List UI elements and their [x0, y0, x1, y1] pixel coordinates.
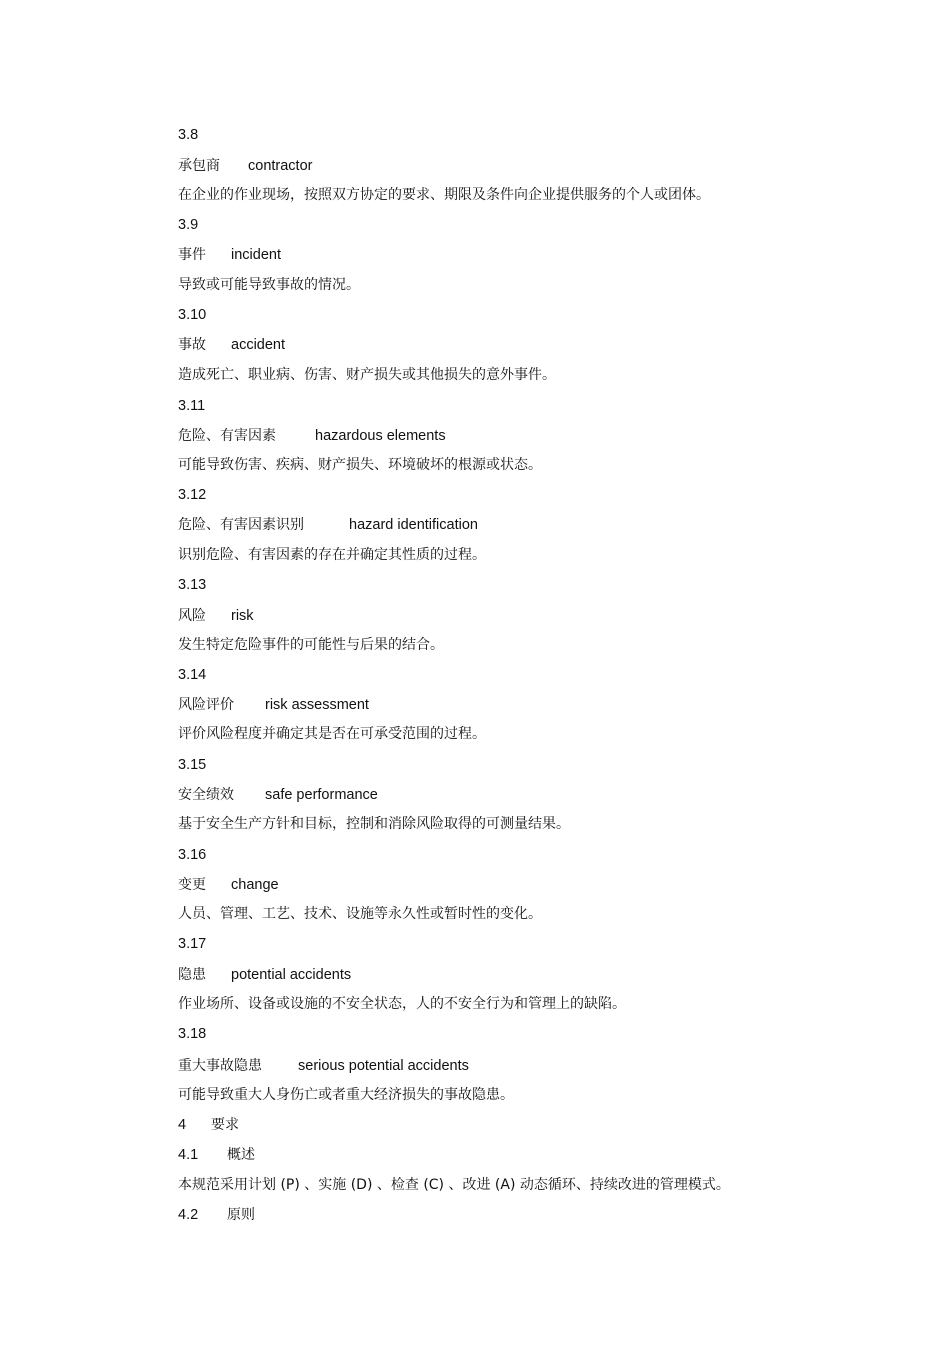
section-title: 要求 [211, 1117, 239, 1133]
term-english: hazard identification [349, 517, 478, 533]
term-chinese: 隐患 [178, 967, 206, 983]
term-english: serious potential accidents [298, 1058, 469, 1074]
term-definition: 可能导致重大人身伤亡或者重大经济损失的事故隐患。 [178, 1087, 514, 1103]
term-definition: 人员、管理、工艺、技术、设施等永久性或暂时性的变化。 [178, 906, 542, 922]
term-chinese: 事故 [178, 337, 206, 353]
term-definition: 识别危险、有害因素的存在并确定其性质的过程。 [178, 547, 486, 563]
clause-number: 3.13 [178, 577, 207, 593]
term-definition: 可能导致伤害、疾病、财产损失、环境破坏的根源或状态。 [178, 457, 542, 473]
term-english: safe performance [265, 787, 378, 803]
term-english: risk assessment [265, 697, 369, 713]
term-chinese: 承包商 [178, 158, 220, 174]
term-heading [178, 427, 446, 445]
term-definition: 基于安全生产方针和目标，控制和消除风险取得的可测量结果。 [178, 816, 570, 832]
term-definition: 造成死亡、职业病、伤害、财产损失或其他损失的意外事件。 [178, 367, 556, 383]
clause-number: 3.18 [178, 1026, 207, 1042]
term-chinese: 危险、有害因素 [178, 428, 276, 444]
subsection-number: 4.2 [178, 1207, 199, 1223]
term-heading [178, 607, 254, 625]
term-english: hazardous elements [315, 428, 446, 444]
subsection-heading [178, 1206, 255, 1224]
term-heading [178, 876, 279, 894]
term-english: risk [231, 608, 254, 624]
term-definition: 导致或可能导致事故的情况。 [178, 277, 360, 293]
term-heading [178, 696, 369, 714]
subsection-heading [178, 1146, 255, 1164]
term-chinese: 事件 [178, 247, 206, 263]
term-chinese: 风险 [178, 608, 206, 624]
clause-number: 3.17 [178, 936, 207, 952]
term-heading [178, 246, 281, 264]
term-heading [178, 516, 478, 534]
term-definition: 作业场所、设备或设施的不安全状态，人的不安全行为和管理上的缺陷。 [178, 996, 626, 1012]
term-english: contractor [248, 158, 313, 174]
subsection-number: 4.1 [178, 1147, 199, 1163]
clause-number: 3.12 [178, 487, 207, 503]
term-heading [178, 336, 285, 354]
section-heading [178, 1116, 239, 1134]
term-definition: 评价风险程度并确定其是否在可承受范围的过程。 [178, 726, 486, 742]
clause-number: 3.8 [178, 127, 199, 143]
term-heading [178, 966, 351, 984]
term-english: potential accidents [231, 967, 352, 983]
clause-number: 3.16 [178, 847, 207, 863]
term-heading [178, 1057, 469, 1075]
section-number: 4 [178, 1117, 187, 1133]
clause-number: 3.15 [178, 757, 207, 773]
subsection-title: 原则 [227, 1207, 255, 1223]
term-english: change [231, 877, 279, 893]
term-chinese: 重大事故隐患 [178, 1058, 262, 1074]
clause-number: 3.10 [178, 307, 207, 323]
term-chinese: 风险评价 [178, 697, 234, 713]
term-chinese: 危险、有害因素识别 [178, 517, 304, 533]
term-definition: 在企业的作业现场，按照双方协定的要求、期限及条件向企业提供服务的个人或团体。 [178, 187, 710, 203]
overview-text: 本规范采用计划 (P) 、实施 (D) 、检查 (C) 、改进 (A) 动态循环、持续改进的管理模式。 [178, 1177, 730, 1193]
term-heading [178, 157, 312, 175]
term-chinese: 安全绩效 [178, 787, 234, 803]
term-definition: 发生特定危险事件的可能性与后果的结合。 [178, 637, 444, 653]
term-chinese: 变更 [178, 877, 206, 893]
clause-number: 3.11 [178, 398, 206, 414]
term-english: incident [231, 247, 281, 263]
clause-number: 3.14 [178, 667, 207, 683]
term-english: accident [231, 337, 286, 353]
term-heading [178, 786, 378, 804]
clause-number: 3.9 [178, 217, 199, 233]
subsection-title: 概述 [227, 1147, 255, 1163]
